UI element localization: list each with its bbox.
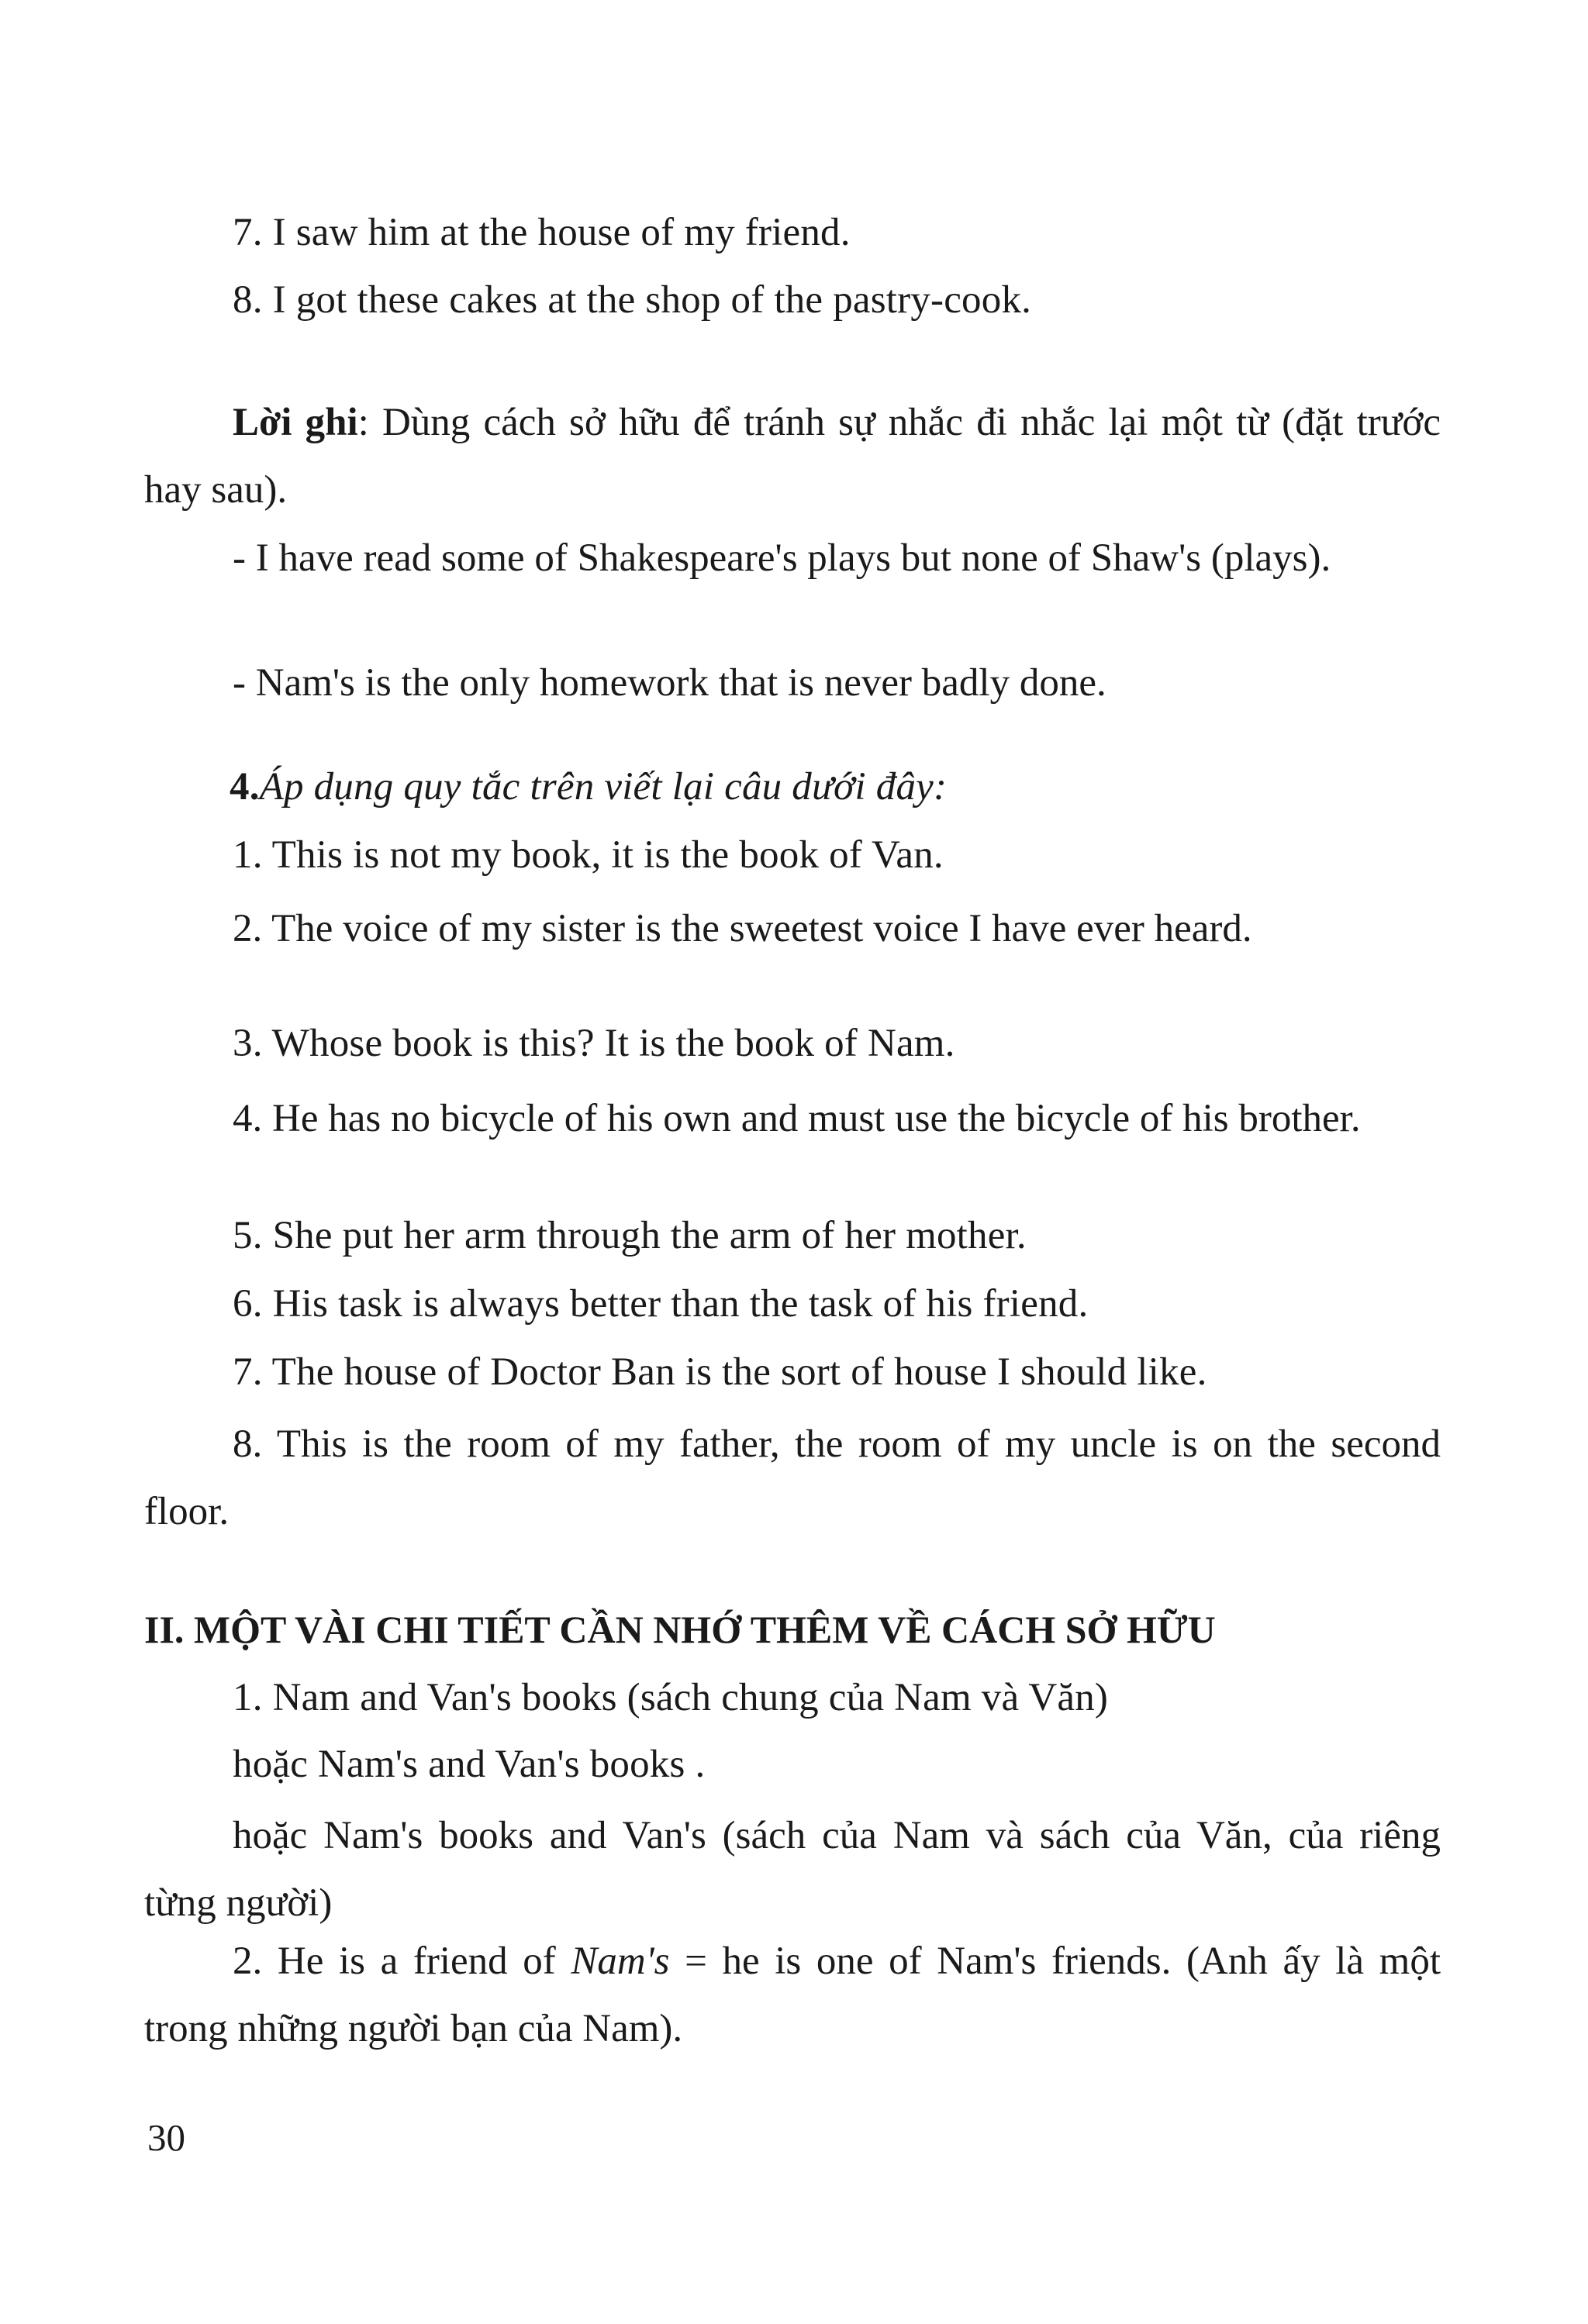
point-2 bbox=[144, 1928, 1441, 2063]
example-2: - Nam's is the only homework that is never badly done. bbox=[233, 661, 1106, 705]
point-2-italic: Nam's bbox=[571, 1940, 670, 1983]
point-1-alt-a: hoặc Nam's and Van's books . bbox=[233, 1743, 706, 1786]
section-4-title bbox=[230, 764, 947, 810]
rewrite-item-6: 6. His task is always better than the task of his friend. bbox=[233, 1282, 1089, 1326]
point-1: 1. Nam and Van's books (sách chung của Nam và Văn) bbox=[233, 1676, 1109, 1719]
exercise-item-7: 7. I saw him at the house of my friend. bbox=[233, 211, 851, 254]
point-1-alt-b: hoặc Nam's books and Van's (sách của Nam và sách của Văn, của riêng từng người) bbox=[144, 1814, 1441, 1925]
section-4-number: 4. bbox=[230, 765, 260, 809]
section-4-text: Áp dụng quy tắc trên viết lại câu dưới đây: bbox=[259, 765, 948, 809]
example-1: - I have read some of Shakespeare's plays but none of Shaw's (plays). bbox=[233, 536, 1331, 580]
section-heading-ii: II. MỘT VÀI CHI TIẾT CẦN NHỚ THÊM VỀ CÁCH SỞ HỮU bbox=[144, 1608, 1216, 1651]
note-paragraph bbox=[144, 389, 1441, 524]
rewrite-item-5: 5. She put her arm through the arm of her mother. bbox=[233, 1214, 1027, 1257]
page-number: 30 bbox=[147, 2116, 185, 2159]
rewrite-item-1: 1. This is not my book, it is the book of Van. bbox=[233, 833, 944, 877]
rewrite-item-8: 8. This is the room of my father, the room of my uncle is on the second floor. bbox=[144, 1422, 1441, 1533]
note-label: Lời ghi bbox=[233, 401, 358, 444]
note-text: : Dùng cách sở hữu để tránh sự nhắc đi nhắc lại một từ (đặt trước hay sau). bbox=[144, 401, 1441, 512]
point-2-start: 2. He is a friend of bbox=[233, 1940, 571, 1983]
rewrite-item-7: 7. The house of Doctor Ban is the sort of house I should like. bbox=[233, 1350, 1207, 1394]
exercise-item-8: 8. I got these cakes at the shop of the pastry-cook. bbox=[233, 278, 1032, 322]
rewrite-item-2: 2. The voice of my sister is the sweetest voice I have ever heard. bbox=[233, 907, 1252, 950]
rewrite-item-3: 3. Whose book is this? It is the book of Nam. bbox=[233, 1022, 955, 1065]
rewrite-item-4: 4. He has no bicycle of his own and must use the bicycle of his brother. bbox=[233, 1097, 1361, 1140]
point-2-end: = he is one of Nam's friends. (Anh ấy là một trong những người bạn của Nam). bbox=[144, 1940, 1441, 2050]
